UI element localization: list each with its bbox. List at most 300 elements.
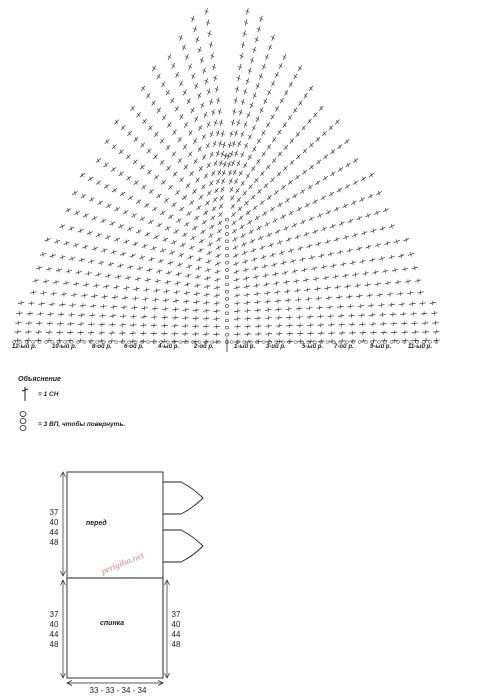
dc-stitch [261,210,269,217]
dc-stitch [195,265,203,272]
dc-stitch [201,133,208,141]
dc-stitch [110,249,118,256]
dc-stitch [221,141,227,148]
dc-stitch [72,242,80,249]
dc-stitch [203,324,210,329]
chain-stitch [225,233,228,236]
base-chain [358,341,361,344]
dc-stitch [197,193,205,201]
dc-stitch [200,183,207,191]
dc-stitch [325,295,332,301]
base-chain [185,341,188,344]
dc-stitch [249,57,255,65]
dc-stitch [231,108,237,115]
dc-stitch [253,176,260,184]
dc-stitch [135,228,143,235]
dc-stitch [265,307,272,312]
row-label: 7-ой р. [334,344,354,350]
dc-stitch [203,332,210,337]
dc-stitch [144,231,152,238]
chain-stitch [225,290,228,293]
dc-stitch [310,265,318,271]
dc-stitch [374,242,382,249]
dc-stitch [352,271,359,277]
dc-stitch [164,89,171,97]
dc-stitch [205,258,213,265]
dc-stitch [344,161,352,168]
dc-stitch [285,306,292,311]
dc-stitch [236,205,244,213]
dc-stitch [65,268,72,274]
dc-stitch [233,150,240,158]
dc-stitch [366,293,373,299]
dc-stitch [231,236,239,243]
dc-stitch [130,212,138,219]
dc-stitch [139,141,147,149]
dc-stitch [201,153,208,161]
dc-stitch [150,331,157,336]
dc-stitch [143,202,151,209]
dc-stitch [160,114,167,122]
dc-stitch [135,198,143,205]
dc-stitch [338,220,346,227]
dc-stitch [161,315,168,320]
dc-stitch [146,168,154,176]
dc-stitch [58,312,65,317]
dc-stitch [241,189,248,197]
dc-stitch [318,104,325,112]
dc-stitch [240,241,248,248]
dc-stitch [77,330,84,335]
dc-stitch [205,161,212,169]
chain-stitch [225,326,228,329]
dc-stitch [258,15,264,23]
dc-stitch [256,25,262,33]
dc-stitch [271,217,279,224]
dc-stitch [272,271,280,277]
dc-stitch [254,308,261,313]
dc-stitch [193,82,200,90]
dc-stitch [213,293,220,299]
dc-stitch [160,178,168,186]
dc-stitch [192,137,199,145]
dc-stitch [78,312,85,317]
dc-stitch [82,244,90,251]
dimension-arrow [67,681,163,686]
dc-stitch [262,98,269,106]
dc-stitch [300,124,307,132]
dc-stitch [15,320,22,325]
size-column [168,610,184,650]
dc-stitch [357,303,364,308]
dc-stitch [88,322,95,327]
dc-stitch [215,244,223,251]
dc-stitch [232,244,240,251]
dc-stitch [175,271,183,277]
dc-stitch [282,225,290,232]
dc-stitch [64,207,72,214]
dc-stitch [431,311,438,316]
dc-stitch [150,64,157,72]
dc-stitch [351,232,359,239]
dc-stitch [287,247,295,254]
dc-stitch [400,312,407,317]
dc-stitch [384,280,391,286]
dc-stitch [337,166,345,173]
dc-stitch [229,202,236,210]
base-chain [313,341,316,344]
dc-stitch [239,179,246,187]
dc-stitch [273,280,280,286]
dc-stitch [199,228,207,235]
dc-stitch [274,298,281,304]
dc-stitch [346,247,354,254]
dc-stitch [336,249,344,256]
dc-stitch [296,245,304,252]
dc-stitch [407,251,415,257]
dc-stitch [230,119,236,126]
dc-stitch [229,194,236,202]
dc-stitch [214,269,222,276]
dc-stitch [203,308,210,313]
dc-stitch [270,157,277,165]
dc-stitch [251,256,259,263]
dc-stitch [342,234,350,241]
dc-stitch [308,254,316,261]
dc-stitch [82,212,90,219]
dc-stitch [349,322,356,327]
dc-stitch [219,186,226,194]
dc-stitch [249,193,257,201]
dc-stitch [122,209,130,216]
dc-stitch [380,321,387,326]
dc-stitch [196,256,204,263]
dc-stitch [350,199,358,206]
dc-stitch [360,330,367,335]
base-chain [364,341,367,344]
dc-stitch [52,279,59,285]
dc-stitch [95,232,103,239]
dc-stitch [292,106,299,114]
dc-stitch [130,323,137,328]
dc-stitch [193,214,201,221]
row-label: 8-ой р. [92,344,112,350]
dc-stitch [120,314,127,319]
chain-stitch [225,297,228,300]
legend-title: Объяснение [18,376,61,383]
row-label: 4-ый р. [158,344,180,350]
dc-stitch [111,187,119,194]
dc-stitch [26,321,33,326]
dc-stitch [42,279,49,285]
base-chain [230,341,233,344]
dc-stitch [281,53,288,61]
dc-stitch [155,192,163,199]
dc-stitch [181,89,188,97]
dc-stitch [364,282,371,288]
dc-stitch [97,260,105,266]
dc-stitch [311,228,319,235]
dc-stitch [117,170,125,177]
dc-stitch [49,253,57,259]
dc-stitch [102,161,110,168]
dc-stitch [349,260,357,266]
dc-stitch [355,215,363,222]
dc-stitch [253,36,259,44]
dc-stitch [203,300,210,306]
dc-stitch [141,243,149,250]
dc-stitch [119,331,126,336]
dc-stitch [349,330,356,335]
dc-stitch [344,183,352,190]
dc-stitch [330,262,338,268]
dc-stitch [215,236,223,243]
dc-stitch [319,194,327,201]
dc-stitch [260,129,267,137]
dc-stitch [167,184,175,192]
dc-stitch [237,214,245,222]
dc-stitch [174,71,181,79]
dc-stitch [113,118,121,126]
dc-stitch [178,205,186,212]
dc-stitch [147,124,154,132]
back-label: спинка [100,620,125,627]
dc-stitch [87,175,95,182]
dc-stitch [192,158,199,166]
dc-stitch [254,115,261,123]
dc-stitch [140,183,148,190]
dc-stitch [214,178,221,186]
dc-stitch [296,64,303,72]
dc-stitch [273,71,280,79]
dc-stitch [347,217,355,224]
dc-stitch [269,176,277,184]
dc-stitch [153,288,160,294]
dc-stitch [234,86,240,93]
dc-stitch [339,339,346,344]
dc-stitch [264,121,271,129]
dc-stitch [14,338,21,343]
dc-stitch [216,168,223,176]
dc-stitch [35,265,42,271]
dc-stitch [202,172,209,180]
dc-stitch [169,97,176,105]
dc-stitch [352,157,360,164]
dc-stitch [184,272,192,278]
dc-stitch [77,227,85,234]
dc-stitch [50,291,57,297]
dc-stitch [295,205,303,212]
dc-stitch [360,230,368,237]
dc-stitch [217,108,223,115]
dc-stitch [101,294,108,300]
dc-stitch [242,30,248,37]
dc-stitch [244,300,251,306]
dc-stitch [126,264,134,270]
dc-stitch [286,323,293,328]
row-label: 10-ый р. [52,344,77,350]
dc-stitch [244,172,251,180]
dc-stitch [240,41,246,48]
dc-stitch [210,109,216,117]
dc-stitch [100,217,108,224]
dc-stitch [204,267,212,274]
dc-stitch [221,169,228,177]
dc-stitch [347,304,354,309]
dc-stitch [334,284,341,290]
dc-stitch [384,240,392,247]
size-value: 37 [49,508,59,517]
dc-stitch [302,92,309,100]
dc-stitch [238,109,244,117]
dc-stitch [95,157,103,164]
dc-stitch [235,196,242,204]
dc-stitch [220,177,227,185]
dc-stitch [217,202,224,210]
dc-stitch [188,170,195,178]
dc-stitch [155,73,162,81]
dc-stitch [172,315,179,320]
dc-stitch [254,82,261,90]
dc-stitch [18,300,25,305]
dc-stitch [150,245,158,252]
dc-stitch [182,121,189,129]
dc-stitch [337,304,344,309]
dc-stitch [191,188,199,196]
dc-stitch [368,303,375,308]
dc-stitch [48,302,55,307]
dc-stitch [153,131,160,139]
dc-stitch [83,282,90,288]
dc-stitch [162,306,169,311]
dc-stitch [172,307,179,312]
dc-stitch [329,170,337,177]
size-value: 48 [49,640,59,649]
dc-stitch [372,269,379,275]
dc-stitch [214,277,222,283]
dc-stitch [320,264,328,270]
dc-stitch [170,201,178,208]
dc-stitch [335,294,342,300]
dc-stitch [160,81,167,89]
chain-symbol-icon [18,410,28,432]
dc-stitch [178,113,185,121]
dc-stitch [25,330,32,335]
dc-stitch [220,130,226,137]
dc-stitch [276,323,283,328]
dc-stitch [295,153,303,161]
legend-dc-text: = 1 СН [38,391,59,398]
dc-stitch [211,196,218,204]
dc-stitch [213,332,220,337]
dc-stitch [166,121,173,129]
dc-stitch [306,183,314,190]
base-chain [12,341,15,344]
dc-stitch [68,225,76,232]
dc-stitch [233,269,241,276]
dc-stitch [333,236,341,243]
dc-stitch [245,111,252,119]
dc-stitch [218,119,224,126]
dc-stitch [252,265,260,272]
dc-stitch [214,86,220,93]
dc-stitch [367,193,375,200]
dc-stitch [105,202,113,209]
dc-stitch [237,169,244,177]
dc-stitch [261,263,269,270]
dc-stitch [68,255,76,261]
dc-stitch [358,196,366,203]
dc-stitch [233,129,239,137]
dc-stitch [37,311,44,316]
dc-stitch [155,268,163,274]
dc-stitch [276,201,284,208]
dc-stitch [307,323,314,328]
base-chain [166,341,169,344]
base-chain [288,341,291,344]
dc-stitch [122,238,130,245]
dc-stitch [370,330,377,335]
dc-stitch [233,97,239,104]
dc-stitch [177,252,185,259]
bottom-size-label: 33 - 33 - 34 - 34 [89,686,147,695]
dc-stitch [241,258,249,265]
dc-stitch [166,53,173,61]
dc-stitch [98,322,105,327]
dc-stitch [194,274,202,280]
dc-stitch [170,239,178,246]
dc-stitch [202,111,209,119]
dc-stitch [235,160,242,168]
dc-stitch [243,19,249,26]
dc-stitch [250,124,257,132]
dc-stitch [307,85,314,93]
dc-stitch [352,179,360,186]
dc-stitch [132,241,140,248]
dc-stitch [146,267,154,273]
dc-stitch [184,53,191,61]
dc-stitch [391,330,398,335]
dc-stitch [258,244,266,251]
dc-stitch [259,170,266,178]
dc-stitch [185,210,193,217]
dc-stitch [117,148,125,156]
dc-stitch [429,300,436,305]
dc-stitch [265,143,272,151]
dc-stitch [189,234,197,241]
dc-stitch [200,219,208,226]
dc-stitch [378,255,386,261]
size-column [46,610,62,650]
dc-stitch [212,75,218,82]
dc-stitch [398,253,406,259]
dc-stitch [267,44,274,52]
dc-stitch [139,85,146,93]
base-chain [281,341,284,344]
dc-stitch [315,241,323,248]
dc-stitch [321,130,329,138]
dc-stitch [218,194,225,202]
row-label: 12-ый р. [12,344,37,350]
dc-stitch [204,142,211,150]
dc-stitch [62,280,69,286]
dc-stitch [270,34,277,42]
dc-stitch [103,283,110,289]
dc-stitch [231,168,238,176]
dc-stitch [208,223,216,230]
dc-stitch [133,286,140,292]
dc-stitch [110,166,118,173]
